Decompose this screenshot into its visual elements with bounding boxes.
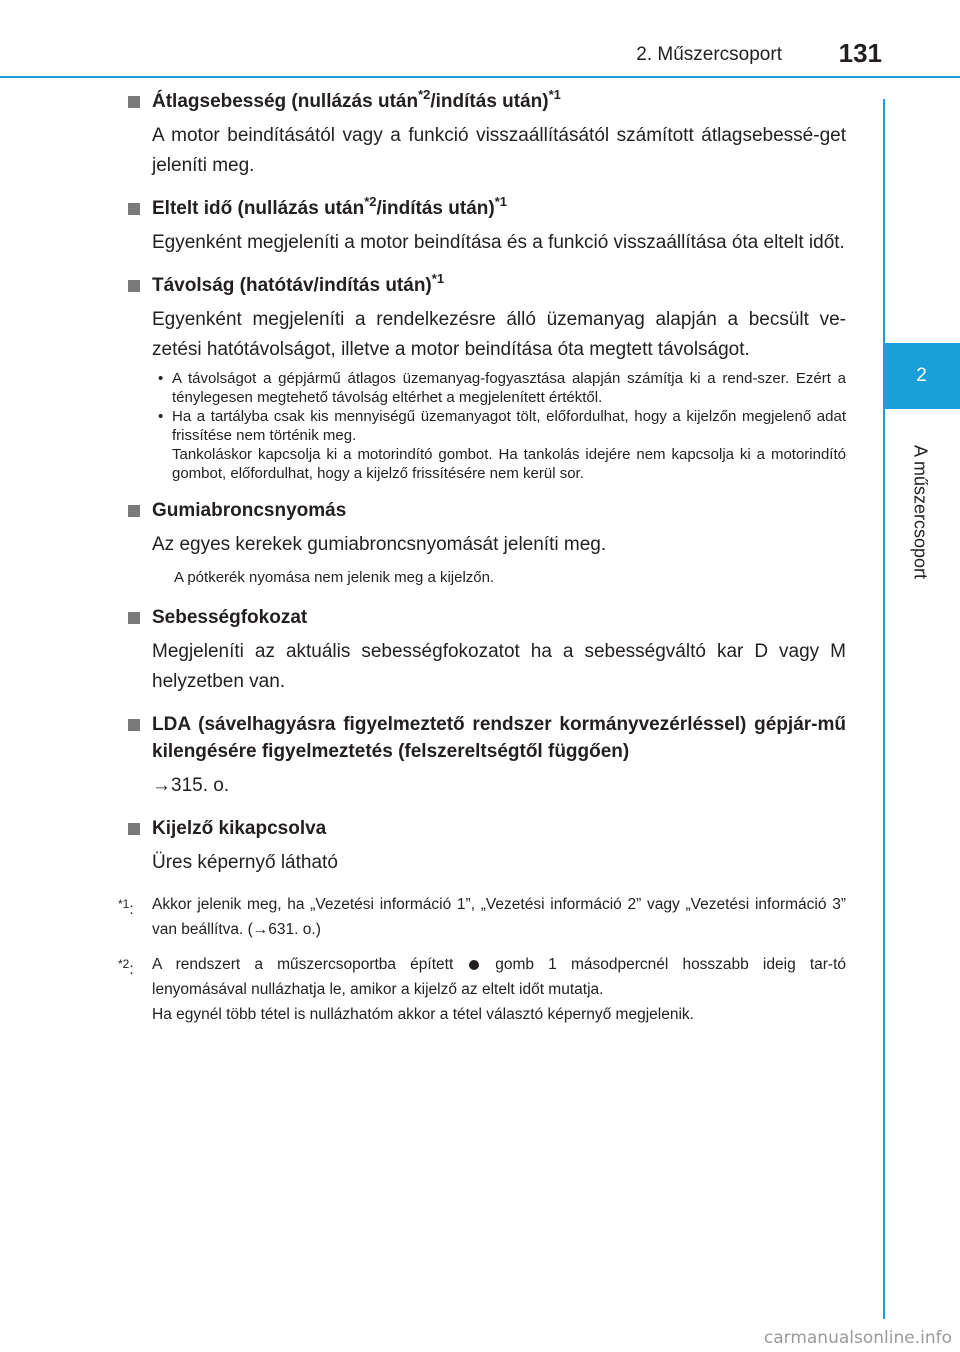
side-divider [883, 99, 885, 1319]
section-heading: Eltelt idő (nullázás után$^{*2}$/indítás után)$^{*1}$ [128, 195, 846, 222]
square-bullet-icon [128, 612, 140, 624]
section-body: A motor beindításától vagy a funkció visszaállításától számított átlagsebessé-get jeleníti meg. [152, 125, 846, 176]
section-body: Üres képernyő látható [152, 852, 338, 873]
square-bullet-icon [128, 719, 140, 731]
section-body: Egyenként megjeleníti a rendelkezésre álló üzemanyag alapján a becsült ve-zetési hatótávolságot, illetve a motor beindítása óta megtett távolságot. [152, 309, 846, 360]
square-bullet-icon [128, 203, 140, 215]
section-heading: Átlagsebesség (nullázás után$^{*2}$/indítás után)$^{*1}$ [128, 88, 846, 115]
section-heading: Távolság (hatótáv/indítás után)$^{*1}$ [128, 272, 846, 299]
bullet-list [158, 369, 846, 483]
section-heading: Sebességfokozat [128, 604, 846, 631]
square-bullet-icon [128, 280, 140, 292]
section-body: Megjeleníti az aktuális sebességfokozatot ha a sebességváltó kar D vagy M helyzetben van. [152, 641, 846, 692]
page-content [118, 87, 847, 1037]
section-heading: LDA (sávelhagyásra figyelmeztető rendszer kormányvezérléssel) gépjár-mű kilengésére figyelmeztetés (felszereltségtől függően) [128, 711, 846, 765]
section-gear [128, 604, 846, 697]
watermark: carmanualsonline.info [763, 1328, 952, 1348]
section-heading: Kijelző kikapcsolva [128, 815, 846, 842]
section-lda [128, 711, 846, 801]
square-bullet-icon [128, 505, 140, 517]
section-body: Egyenként megjeleníti a motor beindítása és a funkció visszaállítása óta eltelt időt. [152, 232, 845, 253]
section-elapsed-time [128, 195, 846, 258]
list-item: • A távolságot a gépjármű átlagos üzemanyag-fogyasztása alapján számítja ki a rend-szer. Ezért a ténylegesen megtehető távolság eltérhet a megjelenített értéktől. [158, 370, 846, 406]
footnote-1: $^{*1}$: Akkor jelenik meg, ha „Vezetési információ 1”, „Vezetési információ 2” vagy „Vezetési információ 3” van beállítva. (→631. o.) [118, 896, 846, 938]
section-average-speed [128, 88, 846, 181]
chapter-tab-label: A műszercsoport [910, 444, 931, 580]
footnote-2: $^{*2}$: A rendszert a műszercsoportba épített gomb 1 másodpercnél hosszabb ideig tar-tó lenyomásával nullázhatja le, amikor a kijelző az eltelt időt mutatja. Ha egynél több tétel is nullázhatóm akkor a tétel választó képernyő megjelenik. [118, 956, 847, 1023]
section-heading: Gumiabroncsnyomás [128, 497, 846, 524]
section-note: A pótkerék nyomása nem jelenik meg a kijelzőn. [174, 569, 495, 586]
chapter-title: 2. Műszercsoport [636, 44, 782, 65]
dot-button-icon [461, 956, 487, 974]
square-bullet-icon [128, 823, 140, 835]
section-display-off [128, 815, 846, 878]
square-bullet-icon [128, 96, 140, 108]
list-item: • Ha a tartályba csak kis mennyiségű üzemanyagot tölt, előfordulhat, hogy a kijelzőn megjelenő adat frissítése nem történik meg. Tankoláskor kapcsolja ki a motorindító gombot. Ha tankolás idejére nem kapcsolja ki a motorindító gombot, előfordulhat, hogy a kijelző frissítésére nem kerül sor. [158, 408, 846, 482]
header-divider [0, 76, 960, 78]
page-number: 131 [838, 38, 882, 68]
section-distance [128, 272, 846, 483]
section-tire-pressure [128, 497, 846, 588]
page-reference-link[interactable]: →315. o. [152, 775, 230, 796]
chapter-tab[interactable]: 2 [883, 343, 960, 409]
section-body: Az egyes kerekek gumiabroncsnyomását jeleníti meg. [152, 534, 607, 555]
